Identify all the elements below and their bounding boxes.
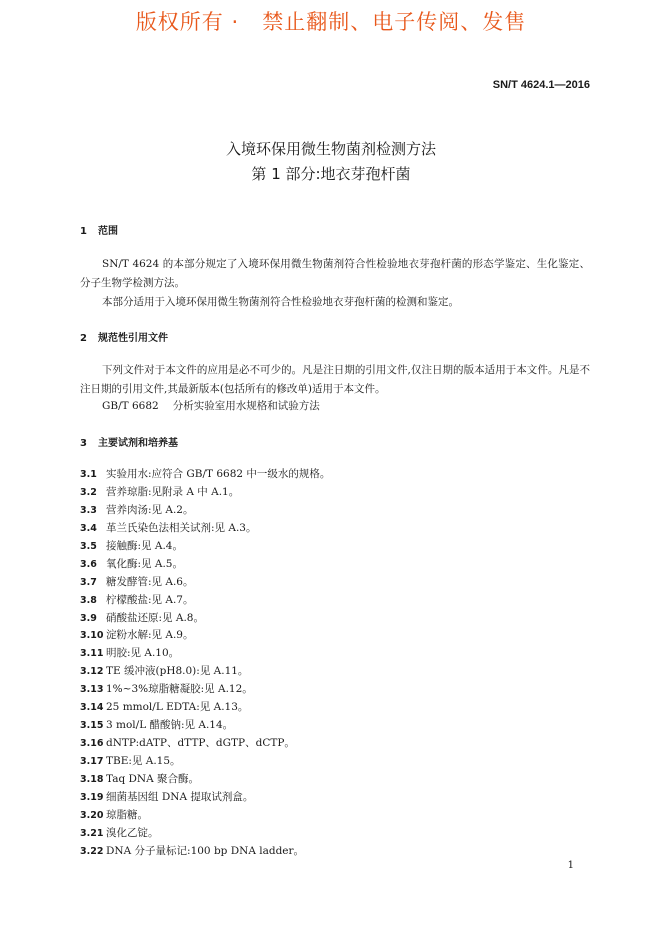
reagent-item-text: 淀粉水解:见 A.9。: [106, 629, 194, 642]
reagent-item-number: 3.17: [80, 756, 104, 767]
references-paragraph: 下列文件对于本文件的应用是必不可少的。凡是注日期的引用文件,仅注日期的版本适用于本文件。凡是不注日期的引用文件,其最新版本(包括所有的修改单)适用于本文件。: [80, 364, 590, 395]
reagent-item: [80, 842, 330, 860]
reference-code: GB/T 6682: [102, 400, 159, 412]
reagent-item-number: 3.3: [80, 504, 97, 516]
reagent-item-text: 3 mol/L 醋酸钠:见 A.14。: [106, 719, 234, 732]
reagent-item-number: 3.1: [80, 469, 97, 480]
section-number: 3: [80, 438, 87, 449]
reagent-list: [80, 465, 330, 860]
reagent-item-number: 3.2: [80, 486, 97, 498]
reagent-item-number: 3.11: [80, 648, 104, 660]
section-title: 主要试剂和培养基: [98, 438, 178, 449]
standard-code: SN/T 4624.1—2016: [492, 79, 590, 91]
reagent-item: [80, 626, 330, 644]
reagent-item-text: 接触酶:见 A.4。: [106, 539, 183, 552]
reagent-item-text: 实验用水:应符合 GB/T 6682 中一级水的规格。: [106, 468, 331, 480]
document-title: 入境环保用微生物菌剂检测方法: [225, 140, 436, 158]
reagent-item-text: Taq DNA 聚合酶。: [106, 772, 200, 785]
reagent-item-number: 3.7: [80, 576, 97, 588]
reagent-item-text: 琼脂糖。: [106, 808, 148, 821]
section-number: 1: [80, 226, 87, 237]
reagent-item-text: TE 缓冲液(pH8.0):见 A.11。: [106, 665, 249, 678]
reagent-item: [80, 501, 330, 519]
reagent-item-text: DNA 分子量标记:100 bp DNA ladder。: [106, 844, 305, 857]
reagent-item-text: 柠檬酸盐:见 A.7。: [106, 593, 194, 606]
reagent-item-text: 氧化酶:见 A.5。: [106, 557, 183, 570]
reagent-item-number: 3.8: [80, 594, 97, 606]
reagent-item: [80, 573, 330, 591]
reagent-item: [80, 734, 330, 752]
reagent-item-number: 3.5: [80, 540, 97, 552]
section-heading-normative-references: [80, 329, 168, 344]
reagent-item: [80, 806, 330, 824]
reagent-item-text: 革兰氏染色法相关试剂:见 A.3。: [106, 521, 257, 534]
reference-title: 分析实验室用水规格和试验方法: [172, 400, 320, 412]
reagent-item-text: 糖发酵管:见 A.6。: [106, 575, 194, 588]
reagent-item: [80, 555, 330, 573]
section-title: 规范性引用文件: [98, 333, 168, 344]
reagent-item: [80, 824, 330, 842]
reagent-item-number: 3.13: [80, 684, 104, 696]
reagent-item-number: 3.9: [80, 612, 97, 624]
reagent-item-number: 3.19: [80, 791, 104, 803]
section-title: 范围: [98, 226, 118, 237]
reagent-item-text: 营养肉汤:见 A.2。: [106, 503, 194, 516]
reagent-item: [80, 591, 330, 609]
reagent-item: [80, 609, 330, 627]
reagent-item-text: 25 mmol/L EDTA:见 A.13。: [106, 701, 249, 714]
reagent-item: [80, 662, 330, 680]
reagent-item: [80, 644, 330, 662]
copyright-watermark: 版权所有 · 禁止翻制、电子传阅、发售: [135, 10, 527, 34]
reagent-item-text: 1%~3%琼脂糖凝胶:见 A.12。: [106, 683, 253, 696]
page-number: 1: [567, 860, 574, 871]
reagent-item: [80, 788, 330, 806]
reagent-item: [80, 537, 330, 555]
reagent-item: [80, 716, 330, 734]
reagent-item-number: 3.14: [80, 702, 104, 714]
reagent-item-text: 明胶:见 A.10。: [106, 647, 180, 660]
reagent-item-number: 3.18: [80, 773, 104, 785]
reagent-item-number: 3.12: [80, 666, 104, 678]
reagent-item-text: 溴化乙锭。: [106, 826, 159, 839]
reagent-item-number: 3.21: [80, 827, 104, 839]
reagent-item-text: 营养琼脂:见附录 A 中 A.1。: [106, 485, 240, 498]
reagent-item-number: 3.15: [80, 720, 104, 732]
reagent-item-number: 3.22: [80, 845, 104, 857]
reagent-item-number: 3.16: [80, 738, 104, 750]
reagent-item: [80, 698, 330, 716]
reagent-item: [80, 483, 330, 501]
reagent-item: [80, 770, 330, 788]
section-number: 2: [80, 333, 87, 344]
reagent-item-text: dNTP:dATP、dTTP、dGTP、dCTP。: [106, 737, 295, 750]
reagent-item-text: TBE:见 A.15。: [106, 755, 181, 767]
reagent-item: [80, 752, 330, 770]
reagent-item-number: 3.10: [80, 630, 104, 642]
reagent-item-number: 3.20: [80, 809, 104, 821]
reagent-item-text: 硝酸盐还原:见 A.8。: [106, 611, 204, 624]
reagent-item-number: 3.6: [80, 558, 97, 570]
document-subtitle: 第 1 部分:地衣芽孢杆菌: [251, 165, 411, 183]
reagent-item-text: 细菌基因组 DNA 提取试剂盒。: [106, 790, 254, 803]
reagent-item-number: 3.4: [80, 522, 97, 534]
reagent-item: [80, 680, 330, 698]
section-heading-reagents: [80, 434, 178, 449]
reagent-item: [80, 465, 330, 483]
reference-entry: [102, 398, 320, 413]
reagent-item: [80, 519, 330, 537]
section-heading-scope: [80, 222, 118, 237]
scope-paragraph-1: SN/T 4624 的本部分规定了入境环保用微生物菌剂符合性检验地衣芽孢杆菌的形态学鉴定、生化鉴定、分子生物学检测方法。: [80, 258, 590, 289]
scope-paragraph-2: 本部分适用于入境环保用微生物菌剂符合性检验地衣芽孢杆菌的检测和鉴定。: [102, 296, 459, 308]
